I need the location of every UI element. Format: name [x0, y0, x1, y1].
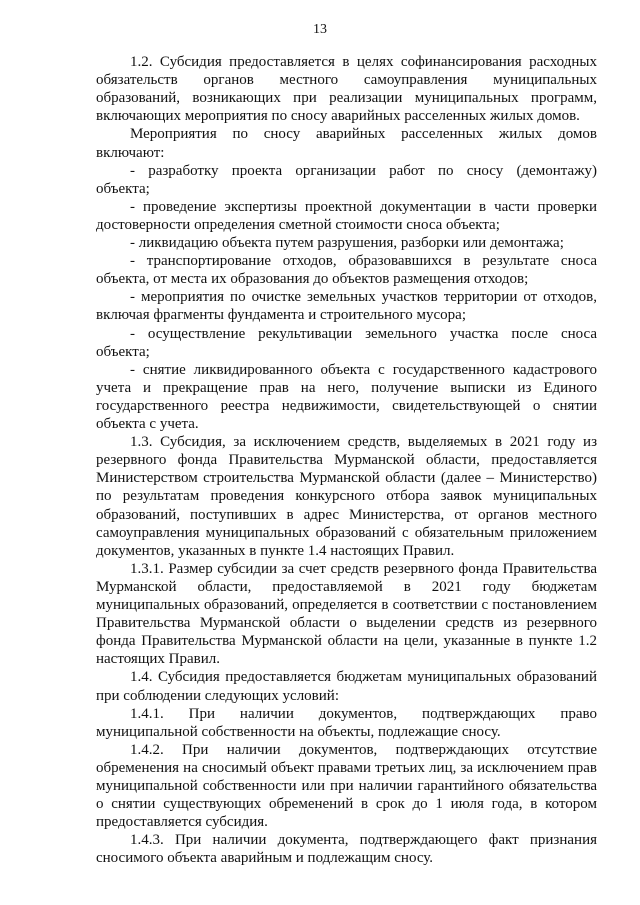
- text-line: включая фрагменты фундамента и строительного мусора;: [96, 307, 466, 324]
- text-line: муниципальной собственности на объекты, подлежащие сносу.: [96, 723, 501, 740]
- text-line: - снятие ликвидированного объекта с государственного кадастрового: [130, 361, 597, 378]
- text-line: фонда Правительства Мурманской области на цели, указанные в пункте 1.2: [96, 633, 597, 650]
- text-line: Мероприятия по сносу аварийных расселенных жилых домов: [130, 126, 597, 143]
- text-line: документов, указанных в пункте 1.4 настоящих Правил.: [96, 542, 455, 559]
- text-line: муниципальных образований, определяется в соответствии с постановлением: [96, 597, 597, 613]
- text-line: о снятии существующих обременений в срок до 1 июля года, в котором: [96, 796, 597, 813]
- text-line: обязательств органов местного самоуправления муниципальных: [96, 72, 597, 89]
- text-line: объекта с учета.: [96, 416, 199, 432]
- text-line: обременения на сносимый объект правами третьих лиц, за исключением прав: [96, 759, 597, 776]
- text-line: настоящих Правил.: [96, 651, 220, 668]
- text-line: включающих мероприятия по сносу аварийных расселенных жилых домов.: [96, 108, 580, 125]
- text-line: 1.4.2. При наличии документов, подтверждающих отсутствие: [130, 741, 597, 758]
- text-line: сносимого объекта аварийным и подлежащим сносу.: [96, 850, 434, 867]
- text-line: - осуществление рекультивации земельного участка после сноса: [130, 325, 597, 342]
- text-line: 1.3.1. Размер субсидии за счет средств резервного фонда Правительства: [130, 560, 597, 577]
- text-line: - разработку проекта организации работ по сносу (демонтажу): [130, 162, 597, 179]
- text-line: муниципальной собственности или при наличии гарантийного обязательства: [96, 778, 597, 794]
- text-line: - ликвидацию объекта путем разрушения, разборки или демонтажа;: [130, 235, 564, 251]
- text-line: - мероприятия по очистке земельных участков территории от отходов,: [130, 289, 597, 306]
- text-line: 1.2. Субсидия предоставляется в целях софинансирования расходных: [130, 54, 597, 70]
- text-line: объекта, от места их образования до объектов размещения отходов;: [96, 271, 529, 288]
- text-line: резервного фонда Правительства Мурманской области, предоставляется: [96, 452, 597, 469]
- text-line: - транспортирование отходов, образовавшихся в результате сноса: [130, 253, 597, 270]
- text-line: объекта;: [96, 343, 150, 360]
- text-line: 1.4. Субсидия предоставляется бюджетам муниципальных образований: [130, 669, 597, 686]
- text-line: 1.4.3. При наличии документа, подтверждающего факт признания: [130, 832, 597, 849]
- text-line: 1.4.1. При наличии документов, подтверждающих право: [130, 705, 597, 722]
- text-line: образований, поступивших в адрес Министерства, от органов местного: [96, 506, 597, 523]
- text-line: образований, возникающих при реализации муниципальных программ,: [96, 90, 597, 107]
- text-line: самоуправления муниципальных образований с обязательным приложением: [96, 524, 597, 541]
- text-line: включают:: [96, 144, 165, 161]
- text-line: учета и прекращение прав на него, получение выписки из Единого: [96, 379, 597, 396]
- text-line: 1.3. Субсидия, за исключением средств, выделяемых в 2021 году из: [130, 434, 597, 451]
- text-line: Министерством строительства Мурманской области (далее – Министерство): [96, 470, 597, 487]
- text-line: - проведение экспертизы проектной документации в части проверки: [130, 198, 597, 215]
- text-line: достоверности определения сметной стоимости сноса объекта;: [96, 216, 500, 233]
- text-line: государственного реестра недвижимости, свидетельствующей о снятии: [96, 397, 597, 414]
- page-number: 13: [313, 22, 327, 37]
- text-line: Мурманской области, предоставляемой в 2021 году бюджетам: [96, 578, 597, 595]
- text-line: предоставляется субсидия.: [96, 814, 268, 831]
- text-line: Правительства Мурманской области о выделении средств из резервного: [96, 615, 597, 632]
- text-line: по результатам проведения конкурсного отбора заявок муниципальных: [96, 488, 597, 505]
- text-line: при соблюдении следующих условий:: [96, 687, 339, 704]
- text-line: объекта;: [96, 180, 150, 197]
